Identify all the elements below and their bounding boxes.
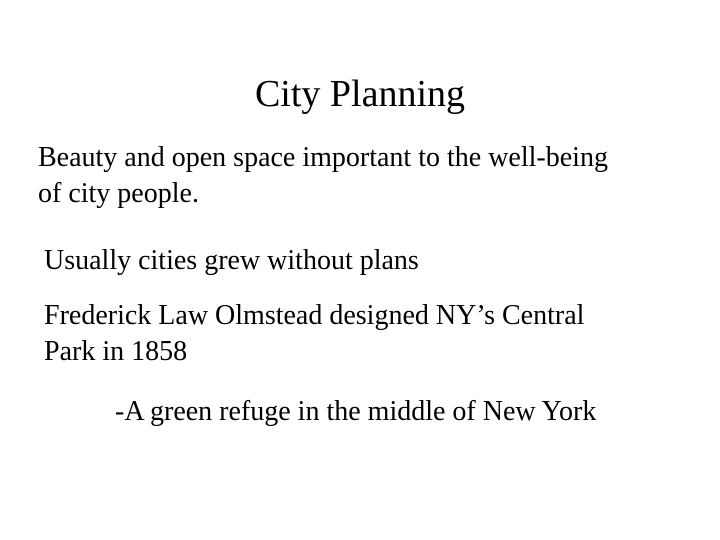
paragraph-beauty-open-space <box>38 140 608 212</box>
paragraph-olmstead-central-park <box>44 298 584 370</box>
paragraph-line: Usually cities grew without plans <box>44 245 419 276</box>
paragraph-line: of city people. <box>38 178 199 209</box>
paragraph-line: -A green refuge in the middle of New York <box>115 396 597 427</box>
paragraph-line: Frederick Law Olmstead designed NY’s Central <box>44 300 585 331</box>
paragraph-line: Beauty and open space important to the well-being <box>38 142 608 173</box>
slide-title: City Planning <box>254 73 466 115</box>
paragraph-green-refuge <box>115 394 596 430</box>
paragraph-line: Park in 1858 <box>44 336 188 367</box>
paragraph-cities-without-plans <box>44 243 419 279</box>
